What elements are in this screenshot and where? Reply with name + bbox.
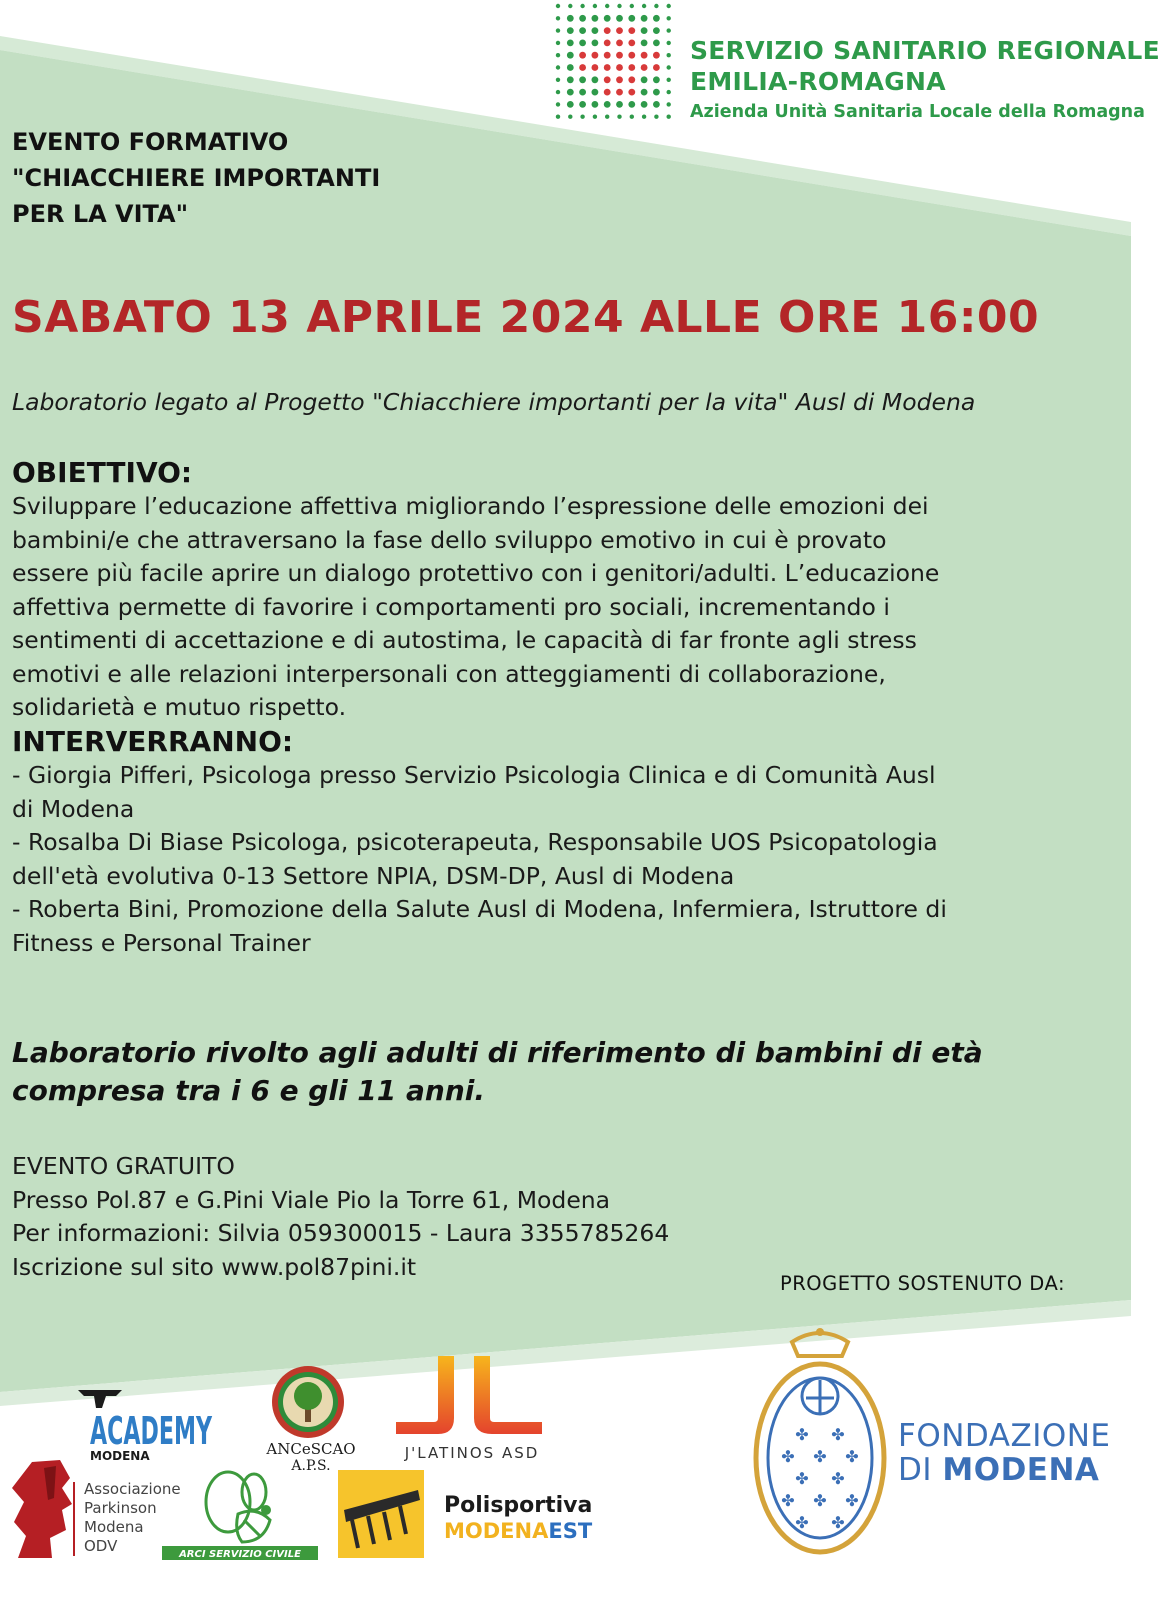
objective-line: Sviluppare l’educazione affettiva migliorando l’espressione delle emozioni dei — [12, 492, 929, 520]
ssr-dot — [667, 41, 671, 45]
ssr-dot — [653, 64, 660, 71]
ssr-dot — [567, 101, 574, 108]
speakers-body — [12, 759, 1122, 960]
polisportiva-line1: Polisportiva — [444, 1493, 593, 1518]
speaker-line: Fitness e Personal Trainer — [12, 928, 311, 957]
academy-emblem-icon — [76, 1386, 216, 1466]
fleur-icon: ✤ — [831, 1425, 845, 1444]
ssr-dot — [642, 115, 646, 119]
ssr-dot — [567, 40, 574, 47]
ssr-dot — [604, 40, 611, 47]
ssr-dot — [641, 27, 648, 34]
ssr-dot — [616, 101, 623, 108]
ssr-dot — [579, 15, 586, 22]
fleur-icon: ✤ — [845, 1491, 859, 1510]
event-info — [12, 1150, 669, 1284]
ssr-dot — [653, 89, 660, 96]
ssr-dot — [592, 64, 599, 71]
ssr-dot — [567, 27, 574, 34]
objective-body — [12, 490, 1122, 725]
fleur-icon: ✤ — [845, 1447, 859, 1466]
speaker-line: - Rosalba Di Biase Psicologa, psicoterapeuta, Responsabile UOS Psicopatologia — [12, 828, 938, 856]
ssr-dot — [556, 16, 560, 20]
ssr-dot — [556, 4, 560, 8]
target-line2: compresa tra i 6 e gli 11 anni. — [12, 1074, 486, 1107]
ssr-dot — [667, 28, 671, 32]
ssr-dot — [568, 115, 572, 119]
parkinson-line2: Parkinson — [84, 1499, 157, 1517]
fleur-icon: ✤ — [831, 1513, 845, 1532]
ssr-dot — [628, 64, 635, 71]
ssr-dot — [653, 15, 660, 22]
event-title-line1: "CHIACCHIERE IMPORTANTI — [12, 164, 381, 192]
ssr-dot — [579, 89, 586, 96]
fleur-icon: ✤ — [781, 1447, 795, 1466]
ssr-dot — [667, 102, 671, 106]
ssr-dot — [616, 52, 623, 59]
ssr-dot — [654, 115, 658, 119]
jlatinos-jl-icon — [392, 1352, 552, 1464]
ssr-dot — [653, 52, 660, 59]
ssr-dot — [667, 16, 671, 20]
ssr-dot — [630, 115, 634, 119]
objective-line: sentimenti di accettazione e di autostima, le capacità di far fronte agli stress — [12, 626, 917, 654]
ssr-dot — [605, 115, 609, 119]
ssr-dot — [580, 4, 584, 8]
academy-logo — [76, 1386, 216, 1466]
ssr-dot — [567, 64, 574, 71]
ssr-dot — [616, 64, 623, 71]
event-date: SABATO 13 APRILE 2024 ALLE ORE 16:00 — [12, 292, 1040, 343]
ssr-dot — [556, 28, 560, 32]
ssr-dot — [593, 115, 597, 119]
ssr-dot — [641, 52, 648, 59]
ssr-dot — [617, 4, 621, 8]
info-free: EVENTO GRATUITO — [12, 1152, 235, 1180]
ancescao-name: ANCeSCAO — [266, 1440, 356, 1458]
ssr-dot — [579, 52, 586, 59]
ssr-dot — [567, 76, 574, 83]
ssr-dot — [592, 40, 599, 47]
ssr-dot — [628, 89, 635, 96]
polisportiva-logo — [338, 1470, 593, 1560]
ssr-dot — [667, 78, 671, 82]
ssr-dot — [604, 101, 611, 108]
ssr-dot — [654, 4, 658, 8]
info-location: Presso Pol.87 e G.Pini Viale Pio la Torre 61, Modena — [12, 1185, 611, 1214]
info-contacts: Per informazioni: Silvia 059300015 - Laura 3355785264 — [12, 1219, 670, 1247]
ssr-dot — [617, 115, 621, 119]
ssr-dot — [653, 76, 660, 83]
ssr-dot — [628, 27, 635, 34]
ssr-dot — [579, 101, 586, 108]
ssr-dot — [567, 52, 574, 59]
ssr-dot — [616, 40, 623, 47]
fondazione-crest-icon — [750, 1320, 1128, 1560]
ssr-dot — [653, 101, 660, 108]
fleur-icon: ✤ — [831, 1469, 845, 1488]
org-line3: Azienda Unità Sanitaria Locale della Romagna — [690, 102, 1145, 122]
ssr-dot — [604, 15, 611, 22]
event-label: EVENTO FORMATIVO — [12, 128, 289, 156]
parkinson-line4: ODV — [84, 1537, 118, 1555]
fleur-icon: ✤ — [795, 1513, 809, 1532]
speaker-line: di Modena — [12, 794, 135, 823]
ssr-dot — [580, 115, 584, 119]
fondazione-di: DI — [898, 1452, 943, 1488]
ssr-header-text — [690, 36, 1160, 122]
ssr-dot — [592, 76, 599, 83]
ssr-dot — [628, 101, 635, 108]
ssr-dot — [604, 52, 611, 59]
org-line2: EMILIA-ROMAGNA — [690, 67, 946, 96]
ssr-dot — [567, 15, 574, 22]
ssr-dot — [628, 40, 635, 47]
objective-line: essere più facile aprire un dialogo protettivo con i genitori/adulti. L’educazione — [12, 559, 940, 587]
fondazione-modena: MODENA — [942, 1452, 1100, 1488]
ssr-dot — [667, 53, 671, 57]
fondazione-line2 — [898, 1452, 1099, 1488]
objective-section — [12, 456, 1122, 725]
polisportiva-line2 — [444, 1519, 593, 1543]
ssr-dot — [604, 76, 611, 83]
ssr-dot — [628, 52, 635, 59]
jlatinos-name: J'LATINOS ASD — [404, 1444, 540, 1462]
speaker-line: - Giorgia Pifferi, Psicologa presso Servizio Psicologia Clinica e di Comunità Ausl — [12, 761, 936, 789]
speakers-section — [12, 725, 1122, 960]
ssr-dot — [592, 15, 599, 22]
ssr-dot — [593, 4, 597, 8]
speakers-heading: INTERVERRANNO: — [12, 725, 294, 758]
event-subtitle: Laboratorio legato al Progetto "Chiacchiere importanti per la vita" Ausl di Modena — [12, 388, 976, 416]
ssr-dot — [653, 27, 660, 34]
ssr-dot — [592, 101, 599, 108]
ssr-dot — [556, 115, 560, 119]
polisportiva-est: EST — [548, 1519, 593, 1543]
ssr-dots-logo — [552, 0, 677, 125]
ssr-dot — [630, 4, 634, 8]
org-line1: SERVIZIO SANITARIO REGIONALE — [690, 36, 1160, 65]
fleur-icon: ✤ — [813, 1447, 827, 1466]
fleur-icon: ✤ — [813, 1491, 827, 1510]
ssr-dot — [641, 64, 648, 71]
speaker-line: dell'età evolutiva 0-13 Settore NPIA, DSM-DP, Ausl di Modena — [12, 861, 735, 890]
ssr-dot — [556, 65, 560, 69]
ancescao-logo — [256, 1362, 366, 1472]
polisportiva-emblem-icon — [338, 1470, 593, 1560]
ssr-dot — [667, 115, 671, 119]
academy-name: ACADEMY — [90, 1409, 213, 1453]
ssr-dot — [628, 15, 635, 22]
ssr-dot — [556, 90, 560, 94]
fleur-icon: ✤ — [795, 1425, 809, 1444]
ssr-dot — [667, 4, 671, 8]
ssr-dot — [556, 53, 560, 57]
ssr-dot — [592, 89, 599, 96]
objective-line: affettiva permette di favorire i comportamenti pro sociali, incrementando i — [12, 592, 890, 621]
ssr-dot — [641, 40, 648, 47]
ssr-dot — [667, 90, 671, 94]
objective-line: bambini/e che attraversano la fase dello sviluppo emotivo in cui è provato — [12, 525, 887, 554]
ssr-dot — [579, 27, 586, 34]
event-title-line2: PER LA VITA" — [12, 200, 189, 228]
info-signup: Iscrizione sul sito www.pol87pini.it — [12, 1252, 417, 1281]
ssr-dot — [579, 76, 586, 83]
arci-bee-icon — [160, 1462, 320, 1562]
ssr-dot — [556, 78, 560, 82]
parkinson-line1: Associazione — [84, 1480, 181, 1498]
fondazione-logo — [750, 1320, 1128, 1560]
ssr-dot — [579, 40, 586, 47]
target-line1: Laboratorio rivolto agli adulti di riferimento di bambini di età — [12, 1036, 983, 1069]
ssr-dot — [641, 101, 648, 108]
academy-sub: MODENA — [90, 1449, 150, 1463]
ssr-dot — [653, 40, 660, 47]
ssr-dot — [641, 89, 648, 96]
target-audience — [12, 1034, 1122, 1110]
parkinson-line3: Modena — [84, 1518, 144, 1536]
fleur-icon: ✤ — [795, 1469, 809, 1488]
ssr-dot — [579, 64, 586, 71]
ssr-dot — [667, 65, 671, 69]
fondazione-line1: FONDAZIONE — [898, 1418, 1111, 1454]
ancescao-sub: A.P.S. — [291, 1458, 331, 1474]
ssr-dot — [641, 15, 648, 22]
ssr-dot — [616, 15, 623, 22]
ssr-dot — [605, 4, 609, 8]
jlatinos-logo — [392, 1352, 552, 1464]
ssr-dot — [567, 89, 574, 96]
polisportiva-modena: MODENA — [444, 1519, 549, 1543]
ssr-dot — [616, 89, 623, 96]
arci-logo — [160, 1462, 320, 1562]
ancescao-tree-icon — [256, 1362, 366, 1472]
fleur-icon: ✤ — [781, 1491, 795, 1510]
ssr-dot — [642, 4, 646, 8]
ssr-dot — [628, 76, 635, 83]
ssr-dot — [592, 52, 599, 59]
objective-line: solidarietà e mutuo rispetto. — [12, 693, 347, 721]
ssr-dot — [592, 27, 599, 34]
objective-line: emotivi e alle relazioni interpersonali con atteggiamenti di collaborazione, — [12, 659, 886, 688]
ssr-dot — [616, 76, 623, 83]
objective-heading: OBIETTIVO: — [12, 456, 193, 489]
ssr-dot — [616, 27, 623, 34]
ssr-dot — [556, 41, 560, 45]
support-label: PROGETTO SOSTENUTO DA: — [780, 1272, 1066, 1295]
ssr-dot — [604, 64, 611, 71]
ssr-dot — [604, 27, 611, 34]
ssr-dot — [568, 4, 572, 8]
event-title-block — [12, 124, 380, 232]
arci-name: ARCI SERVIZIO CIVILE — [179, 1549, 301, 1560]
ssr-dot — [556, 102, 560, 106]
speaker-line: - Roberta Bini, Promozione della Salute Ausl di Modena, Infermiera, Istruttore di — [12, 895, 947, 923]
ssr-dot — [641, 76, 648, 83]
ssr-dot — [604, 89, 611, 96]
